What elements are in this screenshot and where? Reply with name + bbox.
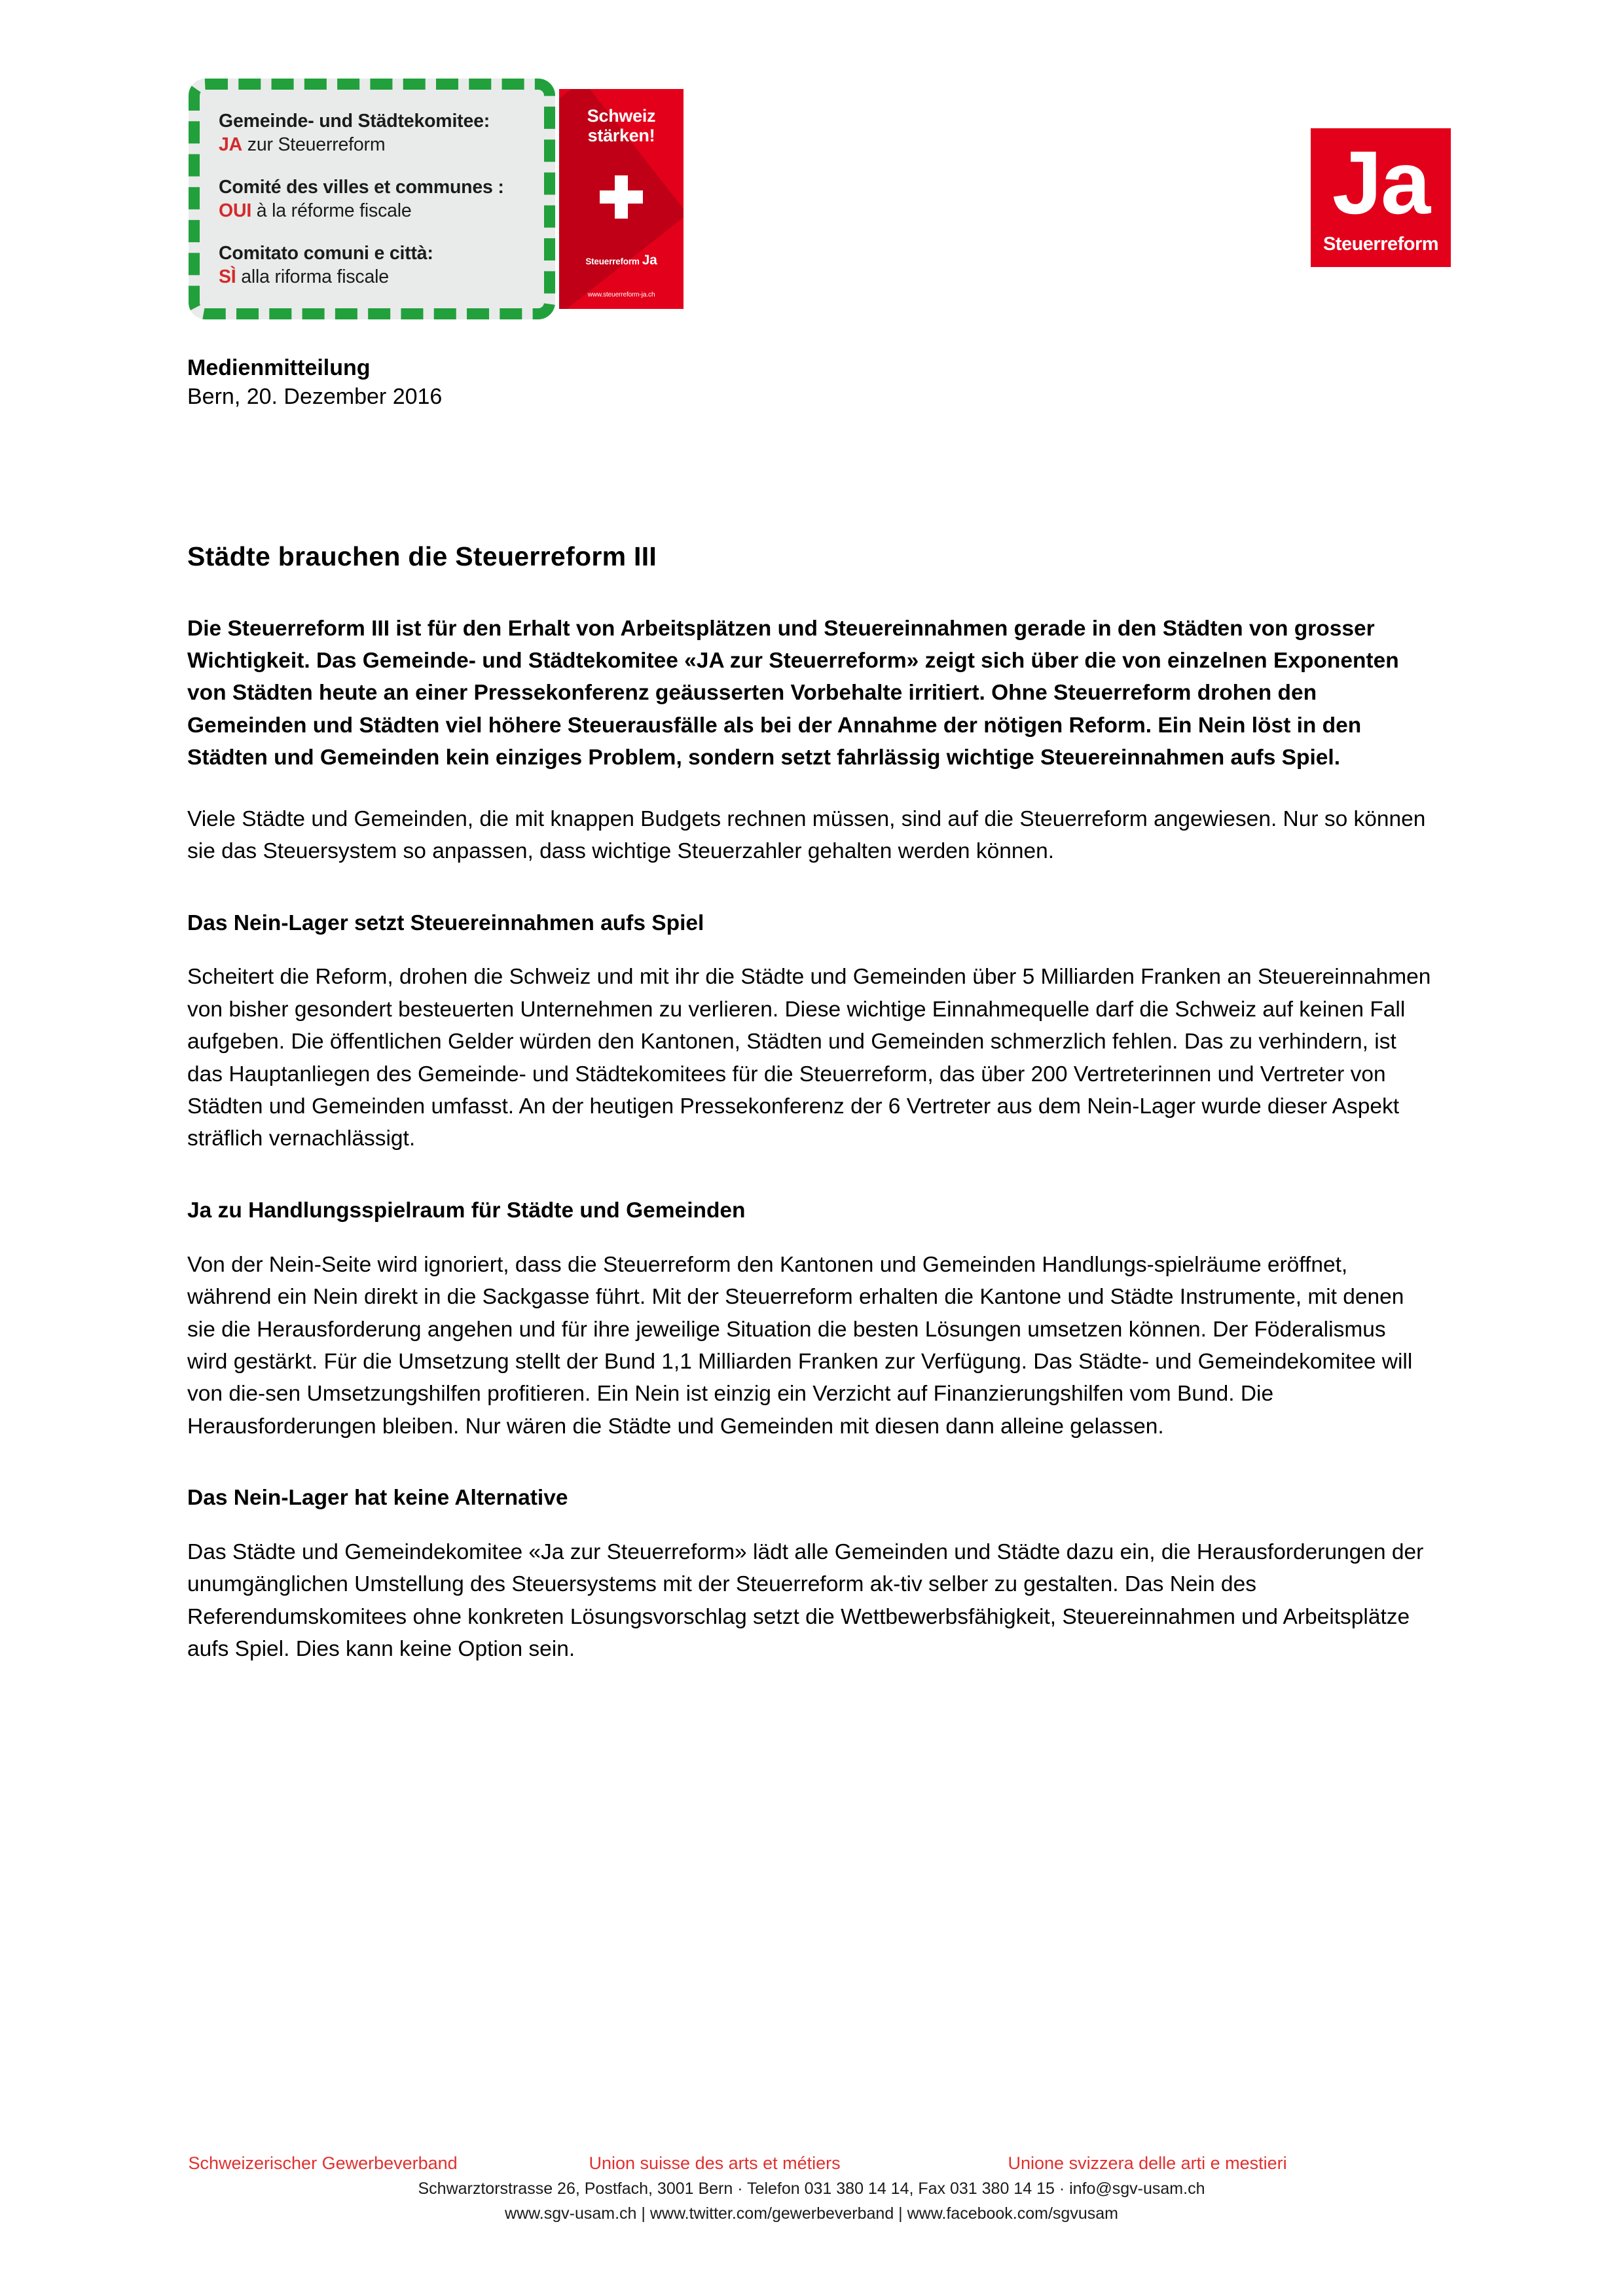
committee-label-fr: Comité des villes et communes :	[219, 177, 504, 198]
committee-label-de: Gemeinde- und Städtekomitee:	[219, 111, 490, 132]
campaign-banner	[559, 89, 684, 309]
page-footer	[0, 2152, 1623, 2225]
banner-url: www.steuerreform-ja.ch	[587, 291, 655, 298]
committee-slogan-fr	[219, 200, 559, 223]
committee-yes-de: JA	[219, 134, 243, 155]
banner-title-line1: Schweiz	[587, 106, 656, 126]
footer-org-de: Schweizerischer Gewerbeverband	[188, 2153, 458, 2173]
footer-address: Schwarztorstrasse 26, Postfach, 3001 Bern · Telefon 031 380 14 14, Fax 031 380 14 15 · info@sgv-usam.ch	[418, 2179, 1205, 2198]
lead-paragraph: Die Steuerreform III ist für den Erhalt von Arbeitsplätzen und Steuereinnahmen gerade in den Städten von grosser Wichtigkeit. Das Gemeinde- und Städtekomitee «JA zur Steuerreform» zeigt sich über die von einzelnen Exponenten von Städten heute an einer Pressekonferenz geäusserten Vorbehalte irritiert. Ohne Steuerreform drohen den Gemeinden und Städten viel höhere Steuerausfälle als bei der Annahme der nötigen Reform. Ein Nein löst in den Städten und Gemeinden kein einziges Problem, sondern setzt fahrlässig wichtige Steuereinnahmen aufs Spiel.	[187, 616, 1399, 770]
section-body-2: Von der Nein-Seite wird ignoriert, dass die Steuerreform den Kantonen und Gemeinden Handlungs-spielräume eröffnet, während ein Nein direkt in die Sackgasse führt. Mit der Steuerreform erhalten die Kantone und Städte Instrumente, mit denen sie die Herausforderung angehen und für ihre jeweilige Situation die besten Lösungen umsetzen können. Der Föderalismus wird gestärkt. Für die Umsetzung stellt der Bund 1,1 Milliarden Franken zur Verfügung. Das Städte- und Gemeindekomitee will von die-sen Umsetzungshilfen profitieren. Ein Nein ist einzig ein Verzicht auf Finanzierungshilfen vom Bund. Die Herausforderungen bleiben. Nur wären die Städte und Gemeinden mit diesen dann alleine gelassen.	[187, 1252, 1413, 1439]
committee-logo	[189, 79, 687, 319]
banner-claim-small: Steuerreform	[585, 257, 640, 266]
section-heading-2: Ja zu Handlungsspielraum für Städte und Gemeinden	[187, 1198, 746, 1223]
document-type-label: Medienmitteilung	[187, 355, 371, 380]
ja-logo-subtitle: Steuerreform	[1322, 234, 1439, 255]
footer-organisation-names	[0, 2152, 1623, 2175]
footer-org-it: Unione svizzera delle arti e mestieri	[1008, 2153, 1287, 2173]
committee-rest-fr: à la réforme fiscale	[251, 200, 412, 221]
ja-steuerreform-logo	[1311, 128, 1451, 267]
committee-rest-it: alla riforma fiscale	[236, 266, 389, 288]
banner-title-line2: stärken!	[587, 126, 655, 146]
committee-slogan-it	[219, 266, 559, 289]
banner-claim-big: Ja	[642, 253, 657, 268]
section-body-1: Scheitert die Reform, drohen die Schweiz und mit ihr die Städte und Gemeinden über 5 Milliarden Franken an Steuereinnahmen von bisher gesondert besteuerten Unternehmen zu verlieren. Diese wichtige Einnahmequelle darf die Schweiz auf keinen Fall aufgeben. Die öffentlichen Gelder würden den Kantonen, Städten und Gemeinden schmerzlich fehlen. Das zu verhindern, ist das Hauptanliegen des Gemeinde- und Städtekomitees für die Steuerreform, das über 200 Vertreterinnen und Vertreter von Städten und Gemeinden umfasst. An der heutigen Pressekonferenz der 6 Vertreter aus dem Nein-Lager wurde dieser Aspekt sträflich vernachlässigt.	[187, 965, 1431, 1151]
committee-yes-fr: OUI	[219, 200, 252, 221]
page-title: Städte brauchen die Steuerreform III	[187, 541, 657, 572]
committee-yes-it: SÌ	[219, 266, 236, 288]
banner-title	[559, 106, 684, 145]
intro-paragraph: Viele Städte und Gemeinden, die mit knappen Budgets rechnen müssen, sind auf die Steuerreform angewiesen. Nur so können sie das Steuersystem so anpassen, dass wichtige Steuerzahler gehalten werden können.	[187, 806, 1426, 864]
committee-text-block	[219, 107, 559, 292]
committee-group-it	[219, 242, 559, 289]
footer-org-fr: Union suisse des arts et métiers	[589, 2153, 841, 2173]
committee-group-fr	[219, 176, 559, 223]
document-dateline: Bern, 20. Dezember 2016	[187, 384, 443, 410]
committee-rest-de: zur Steuerreform	[242, 134, 386, 155]
section-heading-3: Das Nein-Lager hat keine Alternative	[187, 1486, 568, 1511]
ja-logo-word: Ja	[1332, 133, 1430, 233]
document-body	[187, 353, 1431, 1666]
committee-label-it: Comitato comuni e città:	[219, 243, 433, 264]
section-heading-1: Das Nein-Lager setzt Steuereinnahmen aufs Spiel	[187, 910, 704, 935]
committee-slogan-de	[219, 134, 559, 157]
banner-claim	[559, 253, 684, 268]
swiss-cross-icon	[600, 175, 643, 219]
committee-group-de	[219, 110, 559, 157]
section-body-3: Das Städte und Gemeindekomitee «Ja zur Steuerreform» lädt alle Gemeinden und Städte dazu ein, die Herausforderungen der unumgänglichen Umstellung des Steuersystems mit der Steuerreform ak-tiv selber zu gestalten. Das Nein des Referendumskomitees ohne konkreten Lösungsvorschlag setzt die Wettbewerbsfähigkeit, Steuereinnahmen und Arbeitsplätze aufs Spiel. Dies kann keine Option sein.	[187, 1540, 1424, 1662]
header-logo-band	[0, 0, 1623, 327]
footer-links: www.sgv-usam.ch | www.twitter.com/gewerbeverband | www.facebook.com/sgvusam	[505, 2204, 1118, 2223]
